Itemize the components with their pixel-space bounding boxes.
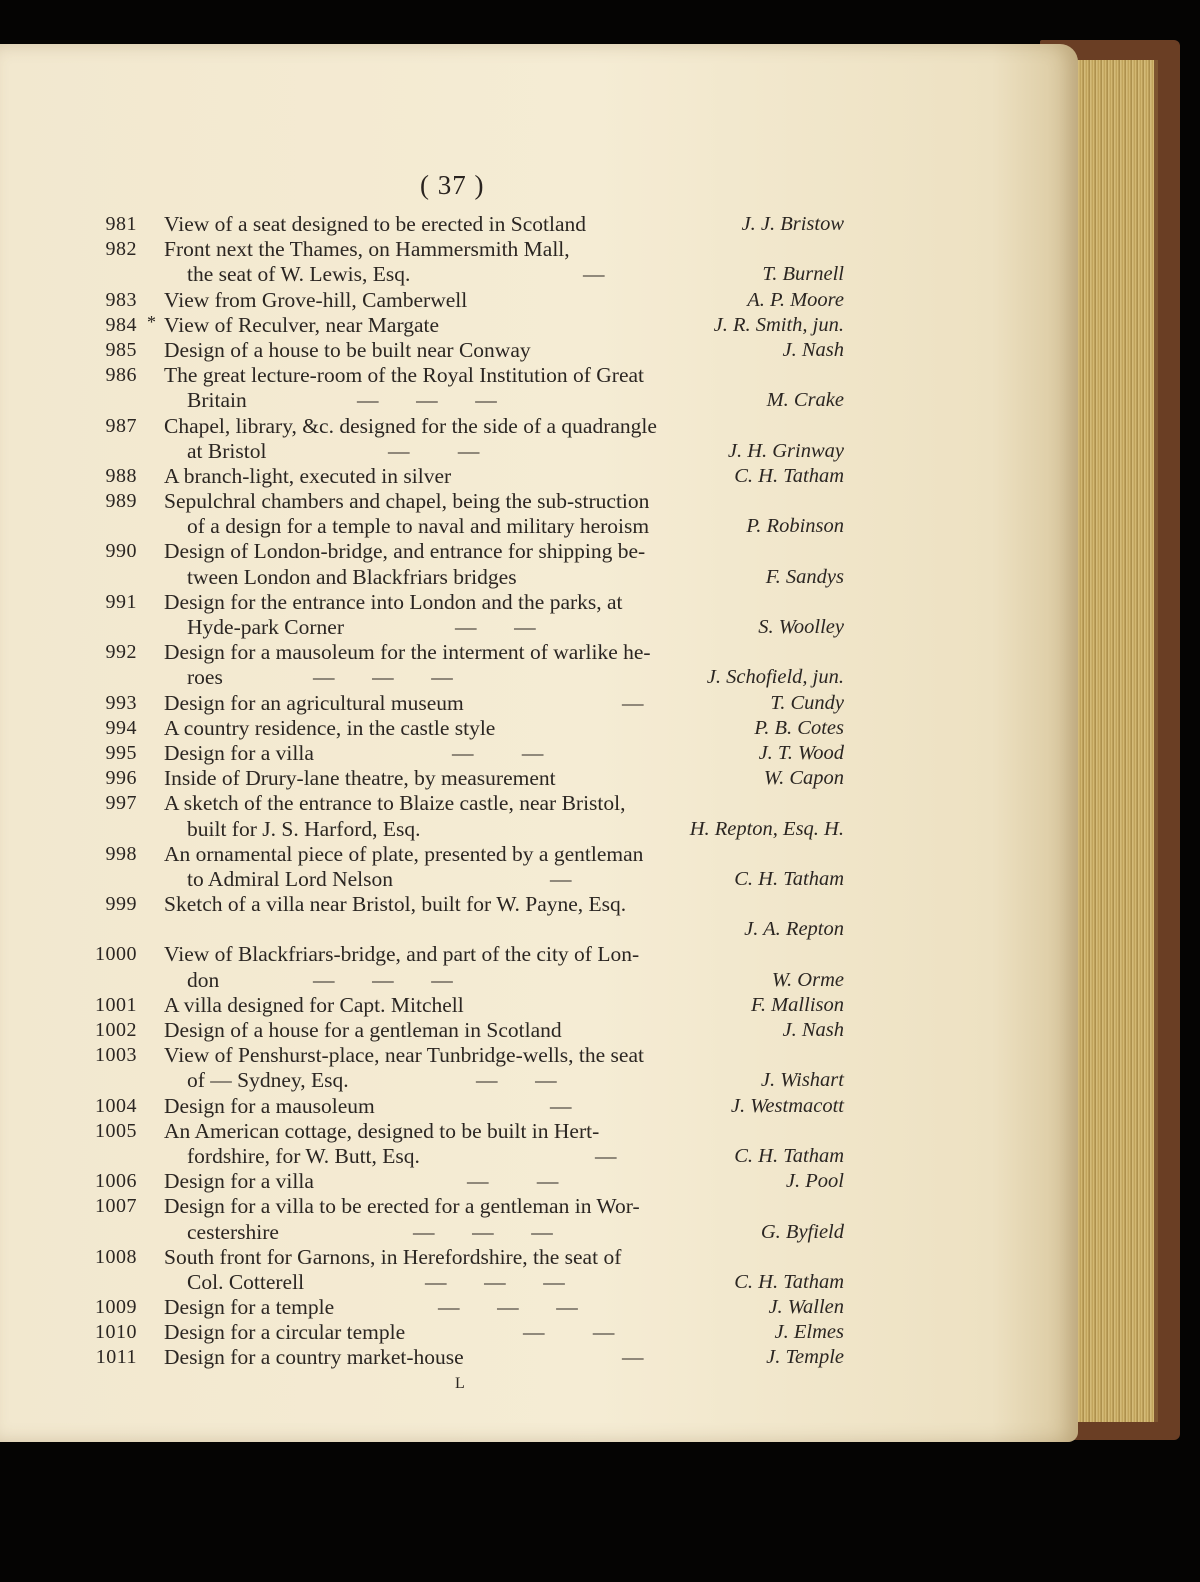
entry-title: An ornamental piece of plate, presented by a gentleman bbox=[164, 841, 644, 866]
catalogue-entry bbox=[0, 1018, 1000, 1043]
entry-number: 1004 bbox=[95, 1094, 137, 1117]
entry-line bbox=[0, 1220, 1000, 1245]
entry-dashes: — — — bbox=[357, 388, 497, 413]
catalogue-entry bbox=[0, 363, 1000, 413]
entry-title: A country residence, in the castle style bbox=[164, 715, 496, 740]
entry-title: Design for a country market-house bbox=[164, 1345, 464, 1370]
entry-title: Sepulchral chambers and chapel, being the sub-struction bbox=[164, 489, 650, 514]
entry-number: 999 bbox=[105, 893, 137, 916]
entry-artist: J. J. Bristow bbox=[741, 213, 844, 235]
entry-title: Design for a mausoleum for the interment of warlike he- bbox=[164, 640, 651, 665]
entry-number: 993 bbox=[105, 691, 137, 714]
entry-dashes: — — bbox=[455, 615, 536, 639]
entry-line bbox=[0, 968, 1000, 993]
entry-line bbox=[0, 1320, 1000, 1345]
entry-title: don bbox=[187, 967, 220, 992]
entry-title: View of a seat designed to be erected in Scotland bbox=[164, 212, 586, 236]
entry-artist: A. P. Moore bbox=[747, 288, 844, 311]
entry-title: Design of a house to be built near Conway bbox=[164, 337, 531, 362]
entry-artist: G. Byfield bbox=[760, 1220, 844, 1243]
entry-line bbox=[0, 1270, 1000, 1295]
entry-artist: C. H. Tatham bbox=[734, 464, 844, 487]
catalogue-entry bbox=[0, 1295, 1000, 1320]
entry-title: Design for the entrance into London and the parks, at bbox=[164, 589, 623, 614]
entry-line bbox=[0, 1119, 1000, 1144]
entry-line bbox=[0, 1245, 1000, 1270]
entry-line bbox=[0, 514, 1000, 539]
catalogue-entry bbox=[0, 1119, 1000, 1169]
entry-line bbox=[0, 1018, 1000, 1043]
entry-artist: P. B. Cotes bbox=[754, 716, 844, 739]
entry-dashes: — bbox=[550, 866, 572, 891]
entry-line bbox=[0, 464, 1000, 489]
entry-artist: J. R. Smith, jun. bbox=[713, 313, 844, 336]
entry-artist: P. Robinson bbox=[746, 515, 844, 538]
entry-dashes: — — bbox=[523, 1320, 615, 1345]
entry-title: View from Grove-hill, Camberwell bbox=[164, 287, 468, 312]
entry-title: Front next the Thames, on Hammersmith Mall, bbox=[164, 237, 570, 262]
entry-artist: W. Orme bbox=[771, 968, 844, 991]
entry-artist: C. H. Tatham bbox=[734, 1144, 844, 1167]
entry-artist: M. Crake bbox=[766, 389, 844, 412]
entry-line bbox=[0, 439, 1000, 464]
entry-dashes: — — bbox=[452, 740, 544, 765]
entry-title: Design for a villa bbox=[164, 1169, 314, 1194]
entry-title: Col. Cotterell bbox=[187, 1269, 305, 1294]
catalogue-entry bbox=[0, 691, 1000, 716]
entry-line bbox=[0, 565, 1000, 590]
entry-line bbox=[0, 388, 1000, 413]
entry-artist: J. Temple bbox=[766, 1346, 844, 1369]
entry-title: Design for a circular temple bbox=[164, 1320, 406, 1345]
entry-title: the seat of W. Lewis, Esq. bbox=[187, 262, 411, 287]
entry-title: View of Blackfriars-bridge, and part of the city of Lon- bbox=[164, 942, 640, 967]
entry-number: 1005 bbox=[95, 1119, 137, 1142]
entry-dashes: — — — bbox=[313, 967, 453, 992]
catalogue-entry bbox=[0, 791, 1000, 841]
entry-line bbox=[0, 741, 1000, 766]
entry-number: 1003 bbox=[95, 1044, 137, 1067]
entry-line bbox=[0, 942, 1000, 967]
catalogue-entry bbox=[0, 237, 1000, 287]
signature-mark: L bbox=[455, 1375, 465, 1392]
entry-number: 992 bbox=[105, 641, 137, 664]
entry-artist: W. Capon bbox=[763, 767, 844, 790]
entry-dashes: — bbox=[595, 1143, 617, 1168]
entry-star-mark: * bbox=[147, 311, 156, 332]
entry-dashes: — — — bbox=[425, 1269, 565, 1294]
entry-dashes: — — bbox=[476, 1068, 557, 1093]
catalogue-entry bbox=[0, 640, 1000, 690]
entry-artist: J. H. Grinway bbox=[727, 439, 844, 462]
entry-number: 1001 bbox=[95, 993, 137, 1016]
entry-number: 984 bbox=[105, 313, 137, 336]
entry-artist: J. T. Wood bbox=[758, 741, 844, 764]
entry-line bbox=[0, 338, 1000, 363]
entry-dashes: — bbox=[550, 1093, 572, 1118]
entry-title: Design for a villa to be erected for a gentleman in Wor- bbox=[164, 1194, 640, 1219]
entry-artist: J. Nash bbox=[782, 1019, 844, 1041]
entry-title: Inside of Drury-lane theatre, by measurement bbox=[164, 766, 556, 791]
entry-line bbox=[0, 590, 1000, 615]
entry-number: 998 bbox=[105, 842, 137, 865]
entry-artist: F. Mallison bbox=[750, 993, 844, 1016]
entry-dashes: — bbox=[583, 262, 605, 287]
catalogue-entry bbox=[0, 414, 1000, 464]
entry-line bbox=[0, 1345, 1000, 1370]
entry-artist: J. Wallen bbox=[768, 1296, 844, 1319]
entry-dashes: — — bbox=[388, 438, 480, 463]
entry-number: 996 bbox=[105, 767, 137, 790]
catalogue-entry bbox=[0, 212, 1000, 237]
entry-title: tween London and Blackfriars bridges bbox=[187, 564, 517, 589]
entry-title: Design for a temple bbox=[164, 1295, 335, 1320]
entry-number: 1011 bbox=[95, 1346, 137, 1369]
entry-number: 990 bbox=[105, 540, 137, 563]
entry-number: 986 bbox=[105, 364, 137, 387]
entry-line bbox=[0, 716, 1000, 741]
entry-number: 1000 bbox=[95, 943, 137, 966]
entry-dashes: — — — bbox=[438, 1295, 578, 1320]
entry-title: South front for Garnons, in Herefordshire, the seat of bbox=[164, 1244, 622, 1269]
entry-artist: J. Nash bbox=[782, 338, 844, 361]
entry-title: Design of a house for a gentleman in Scotland bbox=[164, 1018, 562, 1042]
entry-number: 995 bbox=[105, 741, 137, 764]
entry-line bbox=[0, 489, 1000, 514]
catalogue-entry bbox=[0, 1245, 1000, 1295]
entry-title: to Admiral Lord Nelson bbox=[187, 866, 394, 891]
catalogue-entry bbox=[0, 942, 1000, 992]
entry-title: Design of London-bridge, and entrance for shipping be- bbox=[164, 539, 646, 564]
entry-artist: S. Woolley bbox=[758, 616, 844, 638]
catalogue-entry bbox=[0, 1345, 1000, 1370]
catalogue-entry bbox=[0, 338, 1000, 363]
entry-line bbox=[0, 817, 1000, 842]
entry-number: 983 bbox=[105, 288, 137, 311]
entry-line bbox=[0, 313, 1000, 338]
entry-line bbox=[0, 212, 1000, 237]
catalogue-entry bbox=[0, 1169, 1000, 1194]
entry-number: 981 bbox=[105, 213, 137, 235]
entry-artist: J. Wishart bbox=[760, 1069, 844, 1092]
catalogue-entry bbox=[0, 741, 1000, 766]
entry-line bbox=[0, 414, 1000, 439]
catalogue-entry bbox=[0, 1094, 1000, 1119]
catalogue-entry bbox=[0, 489, 1000, 539]
entry-line bbox=[0, 892, 1000, 917]
entry-title: fordshire, for W. Butt, Esq. bbox=[187, 1143, 420, 1168]
entry-line bbox=[0, 539, 1000, 564]
entry-artist: T. Cundy bbox=[770, 691, 844, 714]
entry-number: 991 bbox=[105, 590, 137, 613]
entry-line bbox=[0, 691, 1000, 716]
entry-number: 1010 bbox=[95, 1321, 137, 1344]
entry-number: 994 bbox=[105, 716, 137, 739]
entry-number: 1002 bbox=[95, 1019, 137, 1041]
entry-line bbox=[0, 665, 1000, 690]
entry-artist: C. H. Tatham bbox=[734, 1270, 844, 1293]
entry-line bbox=[0, 766, 1000, 791]
entry-line bbox=[0, 363, 1000, 388]
catalogue-entry bbox=[0, 1194, 1000, 1244]
entry-number: 989 bbox=[105, 490, 137, 513]
entry-artist: F. Sandys bbox=[765, 565, 844, 588]
entry-dashes: — — bbox=[467, 1169, 559, 1194]
entry-title: roes bbox=[187, 665, 223, 690]
entry-title: Hyde-park Corner bbox=[187, 615, 345, 639]
entry-dashes: — bbox=[622, 1345, 644, 1370]
entry-number: 985 bbox=[105, 338, 137, 361]
entry-line bbox=[0, 1043, 1000, 1068]
entry-line bbox=[0, 1194, 1000, 1219]
entry-artist: J. Pool bbox=[785, 1170, 844, 1193]
entry-dashes: — bbox=[622, 690, 644, 715]
entry-title: Design for an agricultural museum bbox=[164, 690, 464, 715]
entry-line bbox=[0, 993, 1000, 1018]
entry-title: An American cottage, designed to be built in Hert- bbox=[164, 1118, 600, 1143]
entry-title: Design for a villa bbox=[164, 740, 314, 765]
entry-number: 1006 bbox=[95, 1170, 137, 1193]
catalogue-entries bbox=[0, 212, 1000, 1371]
entry-line bbox=[0, 1169, 1000, 1194]
entry-title: Chapel, library, &c. designed for the side of a quadrangle bbox=[164, 413, 657, 438]
catalogue-entry bbox=[0, 313, 1000, 338]
entry-artist: H. Repton, Esq. H. bbox=[689, 817, 844, 840]
entry-title: A sketch of the entrance to Blaize castle, near Bristol, bbox=[164, 791, 626, 816]
entry-line bbox=[0, 1295, 1000, 1320]
entry-line bbox=[0, 791, 1000, 816]
catalogue-entry bbox=[0, 590, 1000, 640]
entry-title: of a design for a temple to naval and military heroism bbox=[187, 514, 650, 539]
entry-line bbox=[0, 640, 1000, 665]
entry-number: 987 bbox=[105, 414, 137, 437]
entry-title: View of Penshurst-place, near Tunbridge-wells, the seat bbox=[164, 1043, 644, 1068]
entry-title: Design for a mausoleum bbox=[164, 1093, 375, 1118]
entry-title: A branch-light, executed in silver bbox=[164, 463, 452, 488]
catalogue-entry bbox=[0, 1320, 1000, 1345]
entry-title: Britain bbox=[187, 388, 247, 413]
entry-title: The great lecture-room of the Royal Institution of Great bbox=[164, 363, 645, 388]
entry-title: View of Reculver, near Margate bbox=[164, 312, 440, 337]
entry-number: 997 bbox=[105, 792, 137, 815]
entry-title: A villa designed for Capt. Mitchell bbox=[164, 992, 464, 1017]
entry-title: built for J. S. Harford, Esq. bbox=[187, 816, 421, 841]
catalogue-entry bbox=[0, 993, 1000, 1018]
entry-line bbox=[0, 1144, 1000, 1169]
entry-line bbox=[0, 842, 1000, 867]
catalogue-entry bbox=[0, 842, 1000, 892]
entry-title: of — Sydney, Esq. bbox=[187, 1068, 349, 1093]
entry-artist: J. Westmacott bbox=[730, 1094, 844, 1117]
entry-dashes: — — — bbox=[413, 1219, 553, 1244]
entry-line bbox=[0, 615, 1000, 640]
entry-line bbox=[0, 1068, 1000, 1093]
catalogue-entry bbox=[0, 766, 1000, 791]
entry-artist: C. H. Tatham bbox=[734, 867, 844, 890]
entry-number: 1009 bbox=[95, 1296, 137, 1319]
entry-number: 1008 bbox=[95, 1245, 137, 1268]
entry-number: 982 bbox=[105, 238, 137, 261]
entry-artist: J. Schofield, jun. bbox=[706, 666, 844, 689]
entry-title: Sketch of a villa near Bristol, built for W. Payne, Esq. bbox=[164, 892, 627, 917]
entry-artist: J. Elmes bbox=[774, 1321, 844, 1344]
catalogue-entry bbox=[0, 892, 1000, 942]
entry-artist: J. A. Repton bbox=[744, 918, 844, 941]
entry-title: at Bristol bbox=[187, 438, 267, 463]
entry-line bbox=[0, 917, 1000, 942]
entry-title: cestershire bbox=[187, 1219, 279, 1244]
catalogue-entry bbox=[0, 464, 1000, 489]
entry-number: 988 bbox=[105, 464, 137, 487]
entry-line bbox=[0, 237, 1000, 262]
catalogue-entry bbox=[0, 539, 1000, 589]
entry-number: 1007 bbox=[95, 1195, 137, 1218]
page-number: ( 37 ) bbox=[420, 170, 485, 200]
entry-line bbox=[0, 1094, 1000, 1119]
entry-line bbox=[0, 262, 1000, 287]
entry-line bbox=[0, 867, 1000, 892]
entry-artist: T. Burnell bbox=[762, 263, 844, 286]
catalogue-entry bbox=[0, 716, 1000, 741]
entry-dashes: — — — bbox=[313, 665, 453, 690]
catalogue-entry bbox=[0, 1043, 1000, 1093]
